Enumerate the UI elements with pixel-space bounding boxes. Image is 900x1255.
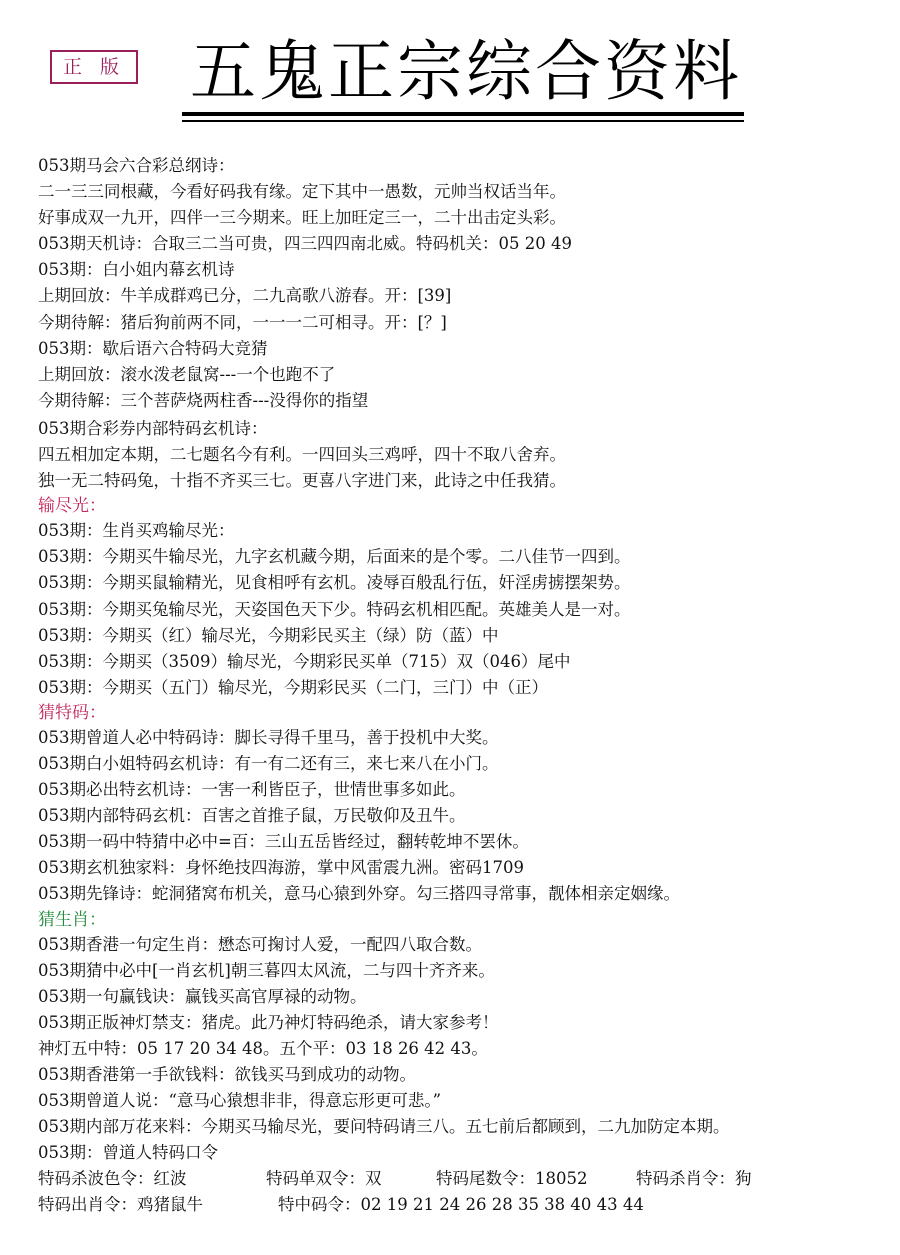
text-line: 053期一句赢钱诀：赢钱买高官厚禄的动物。 [38,986,367,1006]
zhengban-badge: 正 版 [50,50,138,84]
section-heading-lose: 输尽光： [38,496,106,517]
text-line: 独一无二特码兔，十指不齐买三七。更喜八字进门来，此诗之中任我猜。 [38,471,566,491]
text-line: 053期合彩券内部特码玄机诗： [38,418,268,438]
text-line: 053期：今期买牛输尽光，九字玄机藏今期，后面来的是个零。二八佳节一四到。 [38,547,631,567]
text-line: 053期：今期买（3509）输尽光，今期彩民买单（715）双（046）尾中 [38,651,571,671]
order-item: 特码杀肖令：狗 [636,1169,752,1189]
content-body [38,153,888,1219]
text-line: 053期：今期买鼠输精光，见食相呼有玄机。凌辱百般乱行伍，奸淫虏掳摆架势。 [38,573,631,593]
order-item: 特码杀波色令：红波 [38,1169,187,1189]
section-heading-guess-zodiac: 猜生肖： [38,909,106,930]
text-line: 053期内部万花来料：今期买马输尽光，要问特码请三八。五七前后都顾到，二九加防定本期。 [38,1117,730,1137]
text-line: 053期香港一句定生肖：懋态可掬讨人爱，一配四八取合数。 [38,934,482,954]
orders-row [38,1166,888,1192]
text-line: 二一三三同根藏，今看好码我有缘。定下其中一愚数，元帅当权话当年。 [38,182,566,202]
text-line: 053期香港第一手欲钱料：欲钱买马到成功的动物。 [38,1065,416,1084]
text-line: 053期先锋诗：蛇洞猪窝布机关，意马心猿到外穿。勾三搭四寻常事，靓体相亲定姻缘。 [38,884,680,904]
order-item: 特码尾数令：18052 [436,1169,588,1189]
text-line: 053期天机诗：合取三二当可贵，四三四四南北威。特码机关：05 20 49 [38,234,572,254]
text-line: 神灯五中特：05 17 20 34 48。五个平：03 18 26 42 43。 [38,1038,488,1058]
text-line: 053期：白小姐内幕玄机诗 [38,260,235,280]
order-item: 特中码令：02 19 21 24 26 28 35 38 40 43 44 [278,1195,644,1215]
text-line: 上期回放：牛羊成群鸡已分，二九高歌八游春。开：[39] [38,286,452,306]
text-line: 053期白小姐特码玄机诗：有一有二还有三，来七来八在小门。 [38,753,499,773]
title-underline-thick [182,112,744,116]
page-title: 五鬼正宗综合资料 [190,33,742,110]
text-line: 今期待解：猪后狗前两不同，一一一二可相寻。开：[？] [38,312,447,332]
order-item: 特码出肖令：鸡猪鼠牛 [38,1195,203,1215]
text-line: 好事成双一九开，四伴一三今期来。旺上加旺定三一，二十出击定头彩。 [38,208,566,228]
text-line: 053期：歇后语六合特码大竞猜 [38,338,268,358]
text-line: 053期：生肖买鸡输尽光： [38,521,235,541]
text-line: 053期：今期买兔输尽光，天姿国色天下少。特码玄机相匹配。英雄美人是一对。 [38,599,631,619]
text-line: 053期曾道人必中特码诗：脚长寻得千里马，善于投机中大奖。 [38,727,499,747]
order-item: 特码单双令：双 [266,1169,382,1189]
orders-row [38,1192,888,1218]
text-line: 053期正版神灯禁支：猪虎。此乃神灯特码绝杀，请大家参考！ [38,1012,499,1032]
text-line: 053期猜中必中[一肖玄机]朝三暮四太风流，二与四十齐齐来。 [38,960,495,980]
text-line: 053期：今期买（红）输尽光，今期彩民买主（绿）防（蓝）中 [38,625,499,645]
text-line: 053期一码中特猜中必中=百：三山五岳皆经过，翻转乾坤不罢休。 [38,832,529,852]
text-line: 四五相加定本期，二七题名今有利。一四回头三鸡呼，四十不取八舍弃。 [38,445,566,465]
text-line: 053期马会六合彩总纲诗： [38,156,235,175]
text-line: 今期待解：三个菩萨烧两柱香---没得你的指望 [38,390,369,410]
text-line: 上期回放：滚水泼老鼠窝---一个也跑不了 [38,364,336,384]
text-line: 053期：今期买（五门）输尽光，今期彩民买（二门，三门）中（正） [38,677,548,697]
title-underline-thin [182,120,744,122]
text-line: 053期：曾道人特码口令 [38,1143,218,1163]
section-heading-guess-code: 猜特码： [38,702,106,723]
text-line: 053期内部特码玄机：百害之首推子鼠，万民敬仰及丑牛。 [38,806,466,826]
text-line: 053期曾道人说：“意马心猿想非非，得意忘形更可悲。” [38,1091,442,1111]
text-line: 053期玄机独家料：身怀绝技四海游，掌中风雷震九洲。密码1709 [38,858,524,878]
text-line: 053期必出特玄机诗：一害一利皆臣子，世情世事多如此。 [38,780,466,800]
